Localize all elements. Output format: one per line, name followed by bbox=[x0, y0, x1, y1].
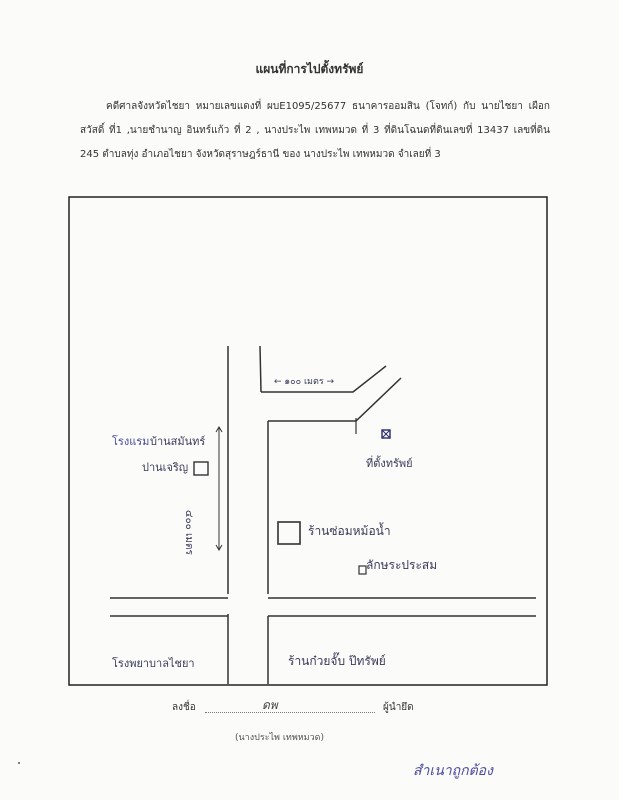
scan-speck bbox=[18, 762, 20, 764]
signature-label: ลงชื่อ bbox=[172, 702, 196, 713]
shop1-label: ร้านซ่อมหม้อน้ำ bbox=[308, 524, 391, 538]
signature-mark: ดพ bbox=[262, 698, 278, 712]
certification-note: สำเนาถูกต้อง bbox=[413, 763, 493, 779]
shop2-label: ลักษระประสม bbox=[366, 558, 438, 572]
road-line bbox=[260, 346, 261, 392]
document-title: แผนที่การไปตั้งทรัพย์ bbox=[255, 62, 364, 76]
signature-row bbox=[0, 700, 619, 720]
hotel-owner-label: ปานเจริญ bbox=[142, 461, 189, 474]
case-description: คดีศาลจังหวัดไชยา หมายเลขแดงที่ ผบE1095/25677 ธนาคารออมสิน (โจทก์) กับ นายไชยา เผือกสวัสดิ์ ที่1 ,นายชำนาญ อินทร์แก้ว ที่ 2 , นางประไพ เทพหมวด ที่ 3 ที่ดินโฉนดที่ดินเลขที่ 13437 เลขที่ดิน 245 ตำบลทุ่ง อำเภอไชยา จังหวัดสุราษฎร์ธานี ของ นางประไพ เทพหมวด จำเลยที่ 3 bbox=[80, 101, 550, 160]
side-distance-label: ๔๐๐ เมตร bbox=[183, 510, 194, 555]
shop2-marker bbox=[359, 566, 366, 574]
signature-line bbox=[205, 712, 375, 713]
hospital-label: โรงพยาบาลไชยา bbox=[112, 657, 195, 670]
location-map bbox=[68, 196, 548, 686]
hotel-prefix-label: โรงแรม bbox=[112, 435, 150, 448]
signature-role: ผู้นำยึด bbox=[383, 702, 414, 713]
property-label: ที่ตั้งทรัพย์ bbox=[366, 457, 413, 470]
hotel-marker bbox=[194, 462, 208, 475]
signatory-name: (นางประไพ เทพหมวด) bbox=[235, 733, 325, 743]
shop-marker bbox=[278, 522, 300, 544]
top-distance-label: ← ๑๐๐ เมตร → bbox=[274, 377, 335, 387]
hotel-name-label: บ้านสมันทร์ bbox=[150, 435, 206, 448]
noodle-shop-label: ร้านก๋วยจั๊บ ป๊ทรัพย์ bbox=[288, 654, 386, 668]
